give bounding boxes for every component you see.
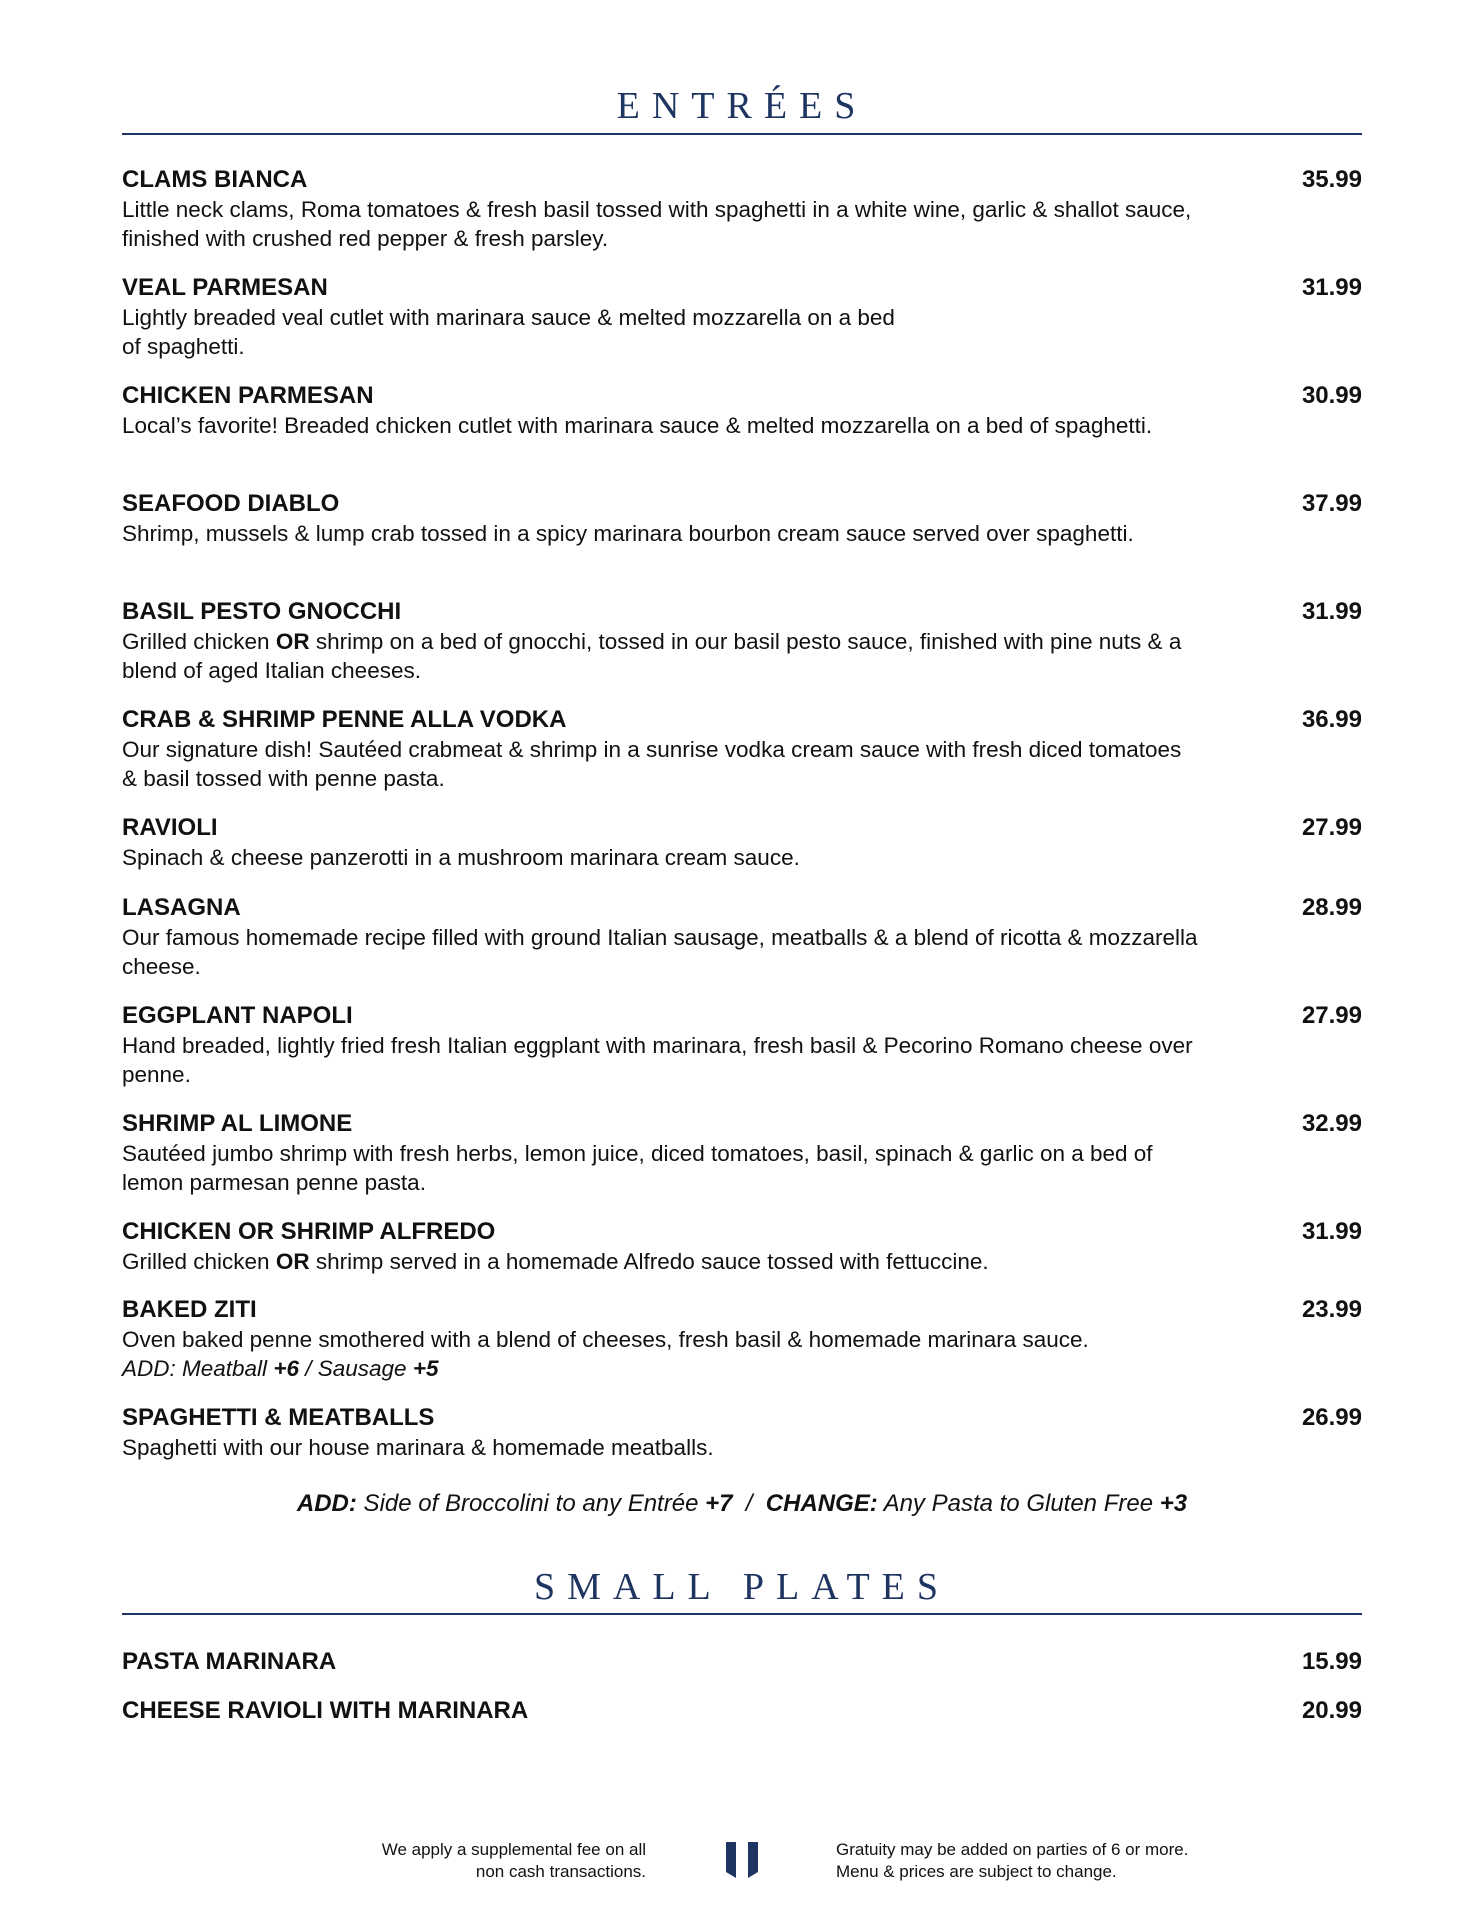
addon-label: ADD: Meatball xyxy=(122,1356,274,1381)
item-name: SEAFOOD DIABLO xyxy=(122,490,340,517)
item-price: 27.99 xyxy=(1301,814,1362,841)
item-description: Spinach & cheese panzerotti in a mushroom marinara cream sauce. xyxy=(122,845,800,870)
item-price: 30.99 xyxy=(1301,382,1362,409)
small-plates-divider xyxy=(122,1613,1362,1615)
item-description xyxy=(122,627,1202,685)
item-description: Hand breaded, lightly fried fresh Italian eggplant with marinara, fresh basil & Pecorino Romano cheese over penne. xyxy=(122,1033,1193,1087)
item-description: Our signature dish! Sautéed crabmeat & shrimp in a sunrise vodka cream sauce with fresh diced tomatoes & basil tossed with penne pasta. xyxy=(122,737,1182,791)
menu-item-baked-ziti xyxy=(122,1295,1362,1383)
desc-part: Grilled chicken xyxy=(122,629,276,654)
desc-emphasis: OR xyxy=(275,629,310,654)
brand-mark-icon xyxy=(724,1840,760,1880)
menu-item-veal-parmesan xyxy=(122,273,1362,361)
menu-item-lasagna xyxy=(122,893,1362,981)
item-description: Sautéed jumbo shrimp with fresh herbs, lemon juice, diced tomatoes, basil, spinach & garlic on a bed of lemon parmesan penne pasta. xyxy=(122,1141,1153,1195)
item-addon xyxy=(122,1354,1362,1383)
menu-item-ravioli xyxy=(122,813,1362,872)
item-name: PASTA MARINARA xyxy=(122,1648,337,1675)
change-label: CHANGE: xyxy=(765,1490,878,1517)
item-description: Local’s favorite! Breaded chicken cutlet with marinara sauce & melted mozzarella on a bed of spaghetti. xyxy=(122,413,1153,438)
item-price: 32.99 xyxy=(1301,1110,1362,1137)
menu-item-seafood-diablo xyxy=(122,489,1362,548)
item-description-line-2: of spaghetti. xyxy=(122,334,245,359)
menu-item-spaghetti-meatballs xyxy=(122,1403,1362,1462)
item-price: 15.99 xyxy=(1301,1648,1362,1675)
item-price: 31.99 xyxy=(1301,1218,1362,1245)
item-name: LASAGNA xyxy=(122,894,241,921)
addon-price-sausage: +5 xyxy=(412,1356,439,1381)
item-name: RAVIOLI xyxy=(122,814,218,841)
item-price: 31.99 xyxy=(1301,598,1362,625)
item-name: CRAB & SHRIMP PENNE ALLA VODKA xyxy=(122,706,567,733)
item-description: Shrimp, mussels & lump crab tossed in a spicy marinara bourbon cream sauce served over spaghetti. xyxy=(122,521,1134,546)
menu-item-pasta-marinara xyxy=(122,1647,1362,1677)
small-plates-heading: SMALL PLATES xyxy=(533,1566,950,1608)
menu-item-chicken-shrimp-alfredo xyxy=(122,1217,1362,1276)
item-name: EGGPLANT NAPOLI xyxy=(122,1002,353,1029)
desc-part: Grilled chicken xyxy=(122,1249,276,1274)
add-price: +7 xyxy=(705,1490,733,1517)
menu-item-chicken-parmesan xyxy=(122,381,1362,440)
footer-fee-line-1: We apply a supplemental fee on all xyxy=(381,1840,646,1859)
item-description xyxy=(122,1247,1202,1276)
menu-item-clams-bianca xyxy=(122,165,1362,253)
item-price: 31.99 xyxy=(1301,274,1362,301)
item-name: CHICKEN OR SHRIMP ALFREDO xyxy=(122,1218,496,1245)
item-price: 35.99 xyxy=(1301,166,1362,193)
item-description: Oven baked penne smothered with a blend of cheeses, fresh basil & homemade marinara sauce. xyxy=(122,1327,1089,1352)
item-price: 36.99 xyxy=(1301,706,1362,733)
item-description: Little neck clams, Roma tomatoes & fresh basil tossed with spaghetti in a white wine, garlic & shallot sauce, finished with crushed red pepper & fresh parsley. xyxy=(122,197,1192,251)
menu-item-crab-shrimp-penne xyxy=(122,705,1362,793)
item-price: 27.99 xyxy=(1301,1002,1362,1029)
footer-fee-note xyxy=(382,1839,646,1883)
footer-gratuity-note xyxy=(836,1839,1188,1883)
item-price: 26.99 xyxy=(1301,1404,1362,1431)
item-name: CHICKEN PARMESAN xyxy=(122,382,374,409)
item-name: BAKED ZITI xyxy=(122,1296,257,1323)
menu-item-cheese-ravioli-marinara xyxy=(122,1696,1362,1726)
item-description-line-1: Lightly breaded veal cutlet with marinara sauce & melted mozzarella on a bed xyxy=(122,305,895,330)
item-price: 28.99 xyxy=(1301,894,1362,921)
item-name: VEAL PARMESAN xyxy=(122,274,328,301)
footer-gratuity-line-1: Gratuity may be added on parties of 6 or more. xyxy=(836,1840,1189,1859)
entrees-heading: ENTRÉES xyxy=(616,85,868,127)
item-description: Our famous homemade recipe filled with ground Italian sausage, meatballs & a blend of ricotta & mozzarella cheese. xyxy=(122,925,1198,979)
footer-fee-line-2: non cash transactions. xyxy=(475,1862,646,1881)
item-description: Spaghetti with our house marinara & homemade meatballs. xyxy=(122,1435,714,1460)
menu-item-basil-pesto-gnocchi xyxy=(122,597,1362,685)
addon-price-meatball: +6 xyxy=(273,1356,299,1381)
add-text: Side of Broccolini to any Entrée xyxy=(356,1490,706,1517)
item-name: SPAGHETTI & MEATBALLS xyxy=(122,1404,435,1431)
entrees-divider xyxy=(122,133,1362,135)
desc-emphasis: OR xyxy=(275,1249,310,1274)
item-name: CLAMS BIANCA xyxy=(122,166,308,193)
item-name: BASIL PESTO GNOCCHI xyxy=(122,598,402,625)
menu-item-shrimp-al-limone xyxy=(122,1109,1362,1197)
footer-gratuity-line-2: Menu & prices are subject to change. xyxy=(836,1862,1117,1881)
change-price: +3 xyxy=(1159,1490,1188,1517)
separator: / xyxy=(732,1490,766,1517)
change-text: Any Pasta to Gluten Free xyxy=(877,1490,1160,1517)
menu-item-eggplant-napoli xyxy=(122,1001,1362,1089)
item-description xyxy=(122,303,1202,361)
desc-part: shrimp served in a homemade Alfredo sauce tossed with fettuccine. xyxy=(309,1249,989,1274)
item-name: SHRIMP AL LIMONE xyxy=(122,1110,353,1137)
addon-label: / Sausage xyxy=(298,1356,413,1381)
add-label: ADD: xyxy=(296,1490,357,1517)
item-price: 20.99 xyxy=(1301,1697,1362,1724)
desc-part: shrimp on a bed of gnocchi, tossed in our basil pesto sauce, finished with pine nuts & a blend of aged Italian cheeses. xyxy=(122,629,1182,683)
entree-addons-note xyxy=(122,1490,1362,1518)
item-price: 23.99 xyxy=(1301,1296,1362,1323)
item-name: CHEESE RAVIOLI WITH MARINARA xyxy=(122,1697,529,1724)
item-price: 37.99 xyxy=(1301,490,1362,517)
